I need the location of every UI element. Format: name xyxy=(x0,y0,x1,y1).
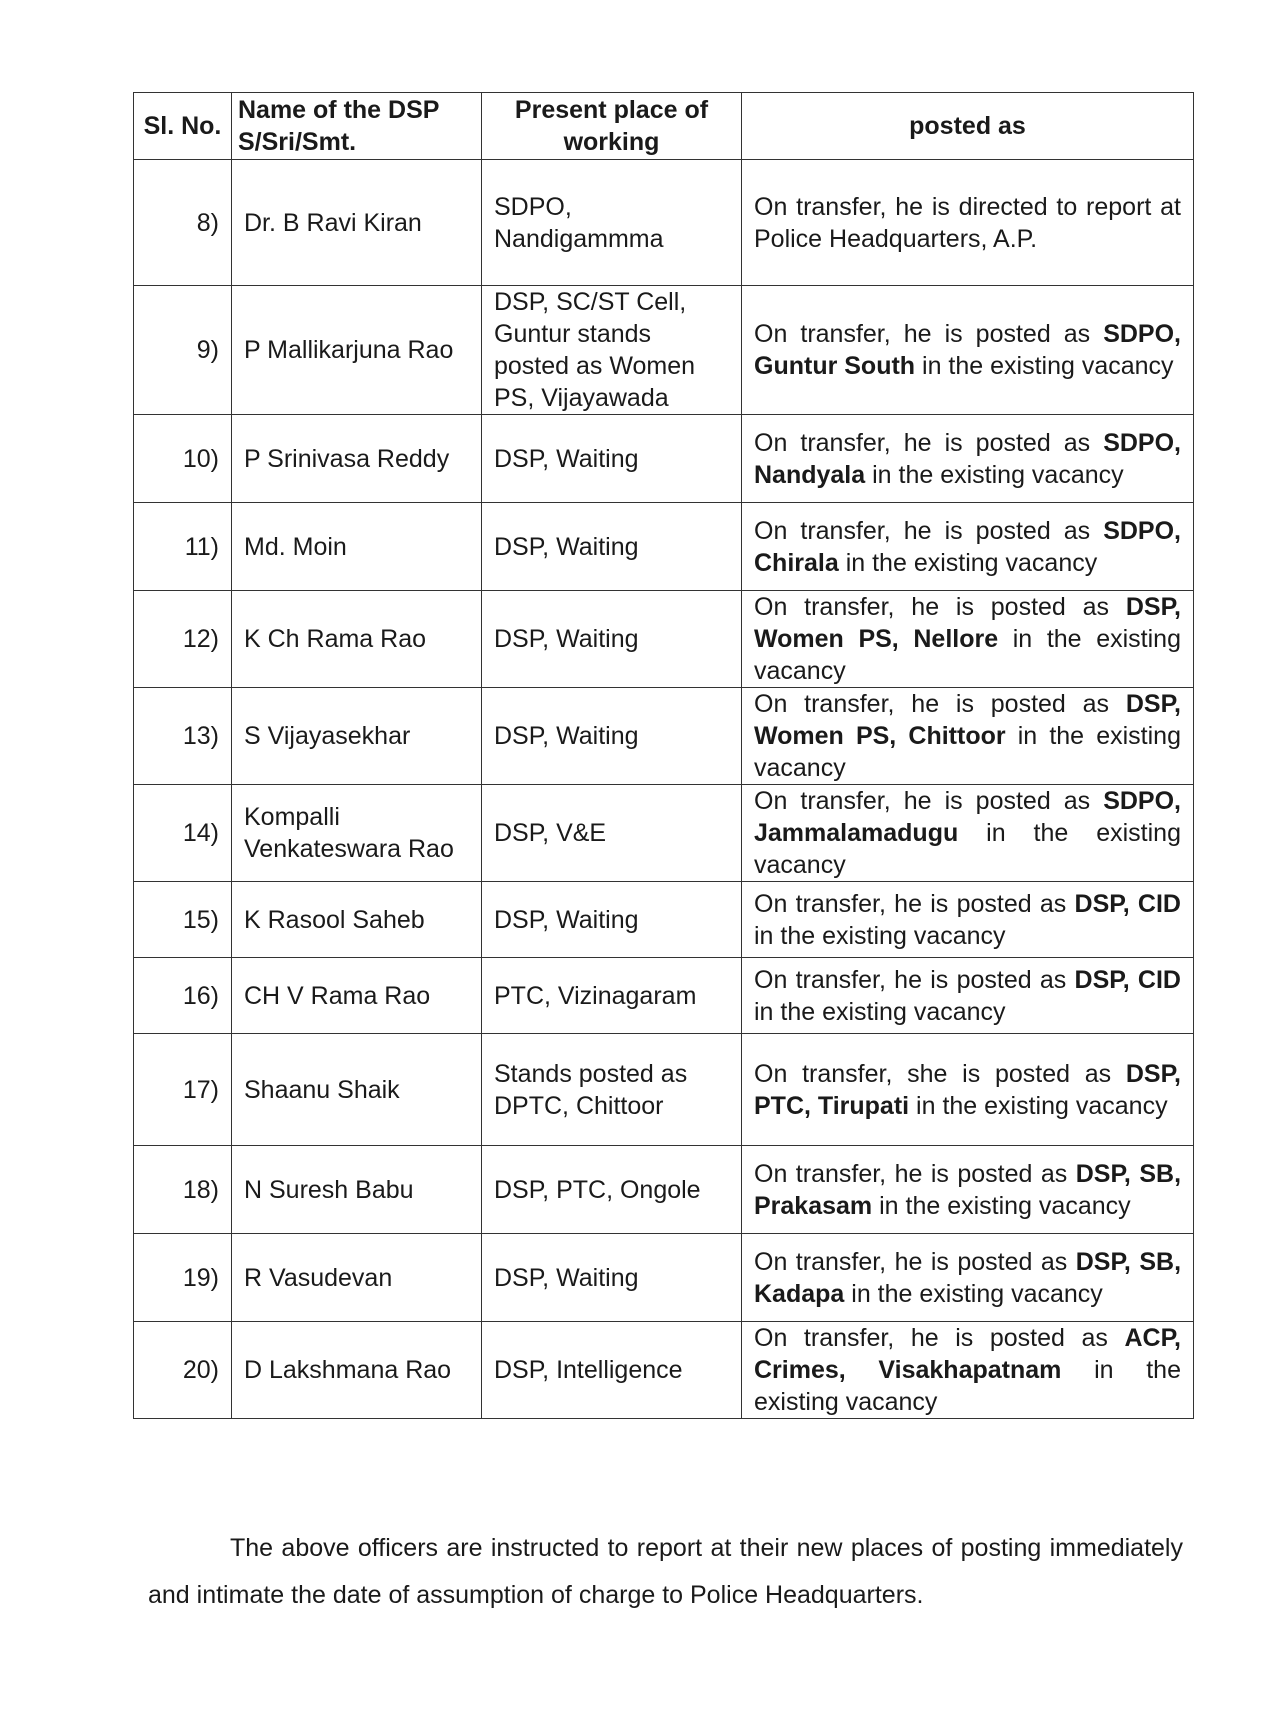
cell-sl-no: 16) xyxy=(134,958,232,1034)
cell-posted-as xyxy=(742,286,1194,415)
cell-officer-name: K Ch Rama Rao xyxy=(232,591,482,688)
table-row xyxy=(134,882,1194,958)
cell-posted-as xyxy=(742,1322,1194,1419)
posting-text: in the existing vacancy xyxy=(872,1191,1131,1220)
cell-officer-name: S Vijayasekhar xyxy=(232,688,482,785)
posting-location: DSP, CID xyxy=(1074,889,1181,918)
cell-sl-no: 12) xyxy=(134,591,232,688)
cell-officer-name: R Vasudevan xyxy=(232,1234,482,1322)
cell-sl-no: 11) xyxy=(134,503,232,591)
header-posted-as: posted as xyxy=(742,93,1194,160)
cell-officer-name: Shaanu Shaik xyxy=(232,1034,482,1146)
posting-text: in the existing vacancy xyxy=(838,548,1098,577)
posting-location: SDPO, Chirala xyxy=(754,516,1181,577)
posting-text: in the existing vacancy xyxy=(754,1356,1181,1416)
table-row xyxy=(134,958,1194,1034)
cell-present-place: DSP, Intelligence xyxy=(482,1322,742,1419)
cell-posted-as xyxy=(742,415,1194,503)
cell-posted-as xyxy=(742,1146,1194,1234)
table-row xyxy=(134,503,1194,591)
table-row xyxy=(134,688,1194,785)
header-sl-no: Sl. No. xyxy=(134,93,232,160)
posting-text: in the existing vacancy xyxy=(865,460,1124,489)
cell-present-place: DSP, PTC, Ongole xyxy=(482,1146,742,1234)
transfer-table xyxy=(133,92,1194,1419)
cell-present-place: DSP, Waiting xyxy=(482,503,742,591)
cell-sl-no: 10) xyxy=(134,415,232,503)
posting-text: On transfer, he is posted as xyxy=(754,690,1126,718)
posting-location: DSP, SB, Kadapa xyxy=(754,1247,1182,1308)
cell-sl-no: 9) xyxy=(134,286,232,415)
posting-location: DSP, PTC, Tirupati xyxy=(754,1059,1181,1120)
table-row xyxy=(134,591,1194,688)
cell-sl-no: 17) xyxy=(134,1034,232,1146)
posting-location: DSP, CID xyxy=(1074,965,1181,994)
table-row xyxy=(134,785,1194,882)
cell-posted-as xyxy=(742,688,1194,785)
cell-present-place: DSP, Waiting xyxy=(482,415,742,503)
table-row xyxy=(134,415,1194,503)
cell-posted-as xyxy=(742,882,1194,958)
posting-text: in the existing vacancy xyxy=(844,1279,1103,1308)
posting-text: in the existing vacancy xyxy=(915,352,1174,380)
cell-sl-no: 15) xyxy=(134,882,232,958)
table-row xyxy=(134,1146,1194,1234)
posting-text: On transfer, he is posted as xyxy=(754,428,1104,457)
posting-text: On transfer, he is posted as xyxy=(754,1159,1076,1188)
cell-officer-name: Kompalli Venkateswara Rao xyxy=(232,785,482,882)
posting-text: in the existing vacancy xyxy=(754,722,1181,782)
cell-posted-as xyxy=(742,785,1194,882)
cell-sl-no: 19) xyxy=(134,1234,232,1322)
posting-text: in the existing vacancy xyxy=(754,625,1181,685)
posting-text: On transfer, he is posted as xyxy=(754,593,1126,621)
cell-officer-name: CH V Rama Rao xyxy=(232,958,482,1034)
cell-sl-no: 8) xyxy=(134,160,232,286)
cell-present-place: DSP, V&E xyxy=(482,785,742,882)
cell-present-place: DSP, Waiting xyxy=(482,1234,742,1322)
posting-location: DSP, Women PS, Chittoor xyxy=(754,690,1181,750)
cell-sl-no: 13) xyxy=(134,688,232,785)
cell-sl-no: 14) xyxy=(134,785,232,882)
posting-location: ACP, Crimes, Visakhapatnam xyxy=(754,1324,1181,1384)
cell-posted-as xyxy=(742,1234,1194,1322)
header-name: Name of the DSP S/Sri/Smt. xyxy=(232,93,482,160)
posting-location: SDPO, Jammalamadugu xyxy=(754,787,1181,847)
posting-text: On transfer, he is posted as xyxy=(754,516,1104,545)
footer-instruction: The above officers are instructed to report at their new places of posting immediately and intimate the date of assumption of charge to Police Headquarters. xyxy=(148,1534,1183,1609)
cell-present-place: DSP, Waiting xyxy=(482,882,742,958)
posting-text: in the existing vacancy xyxy=(909,1091,1168,1120)
posting-text: On transfer, she is posted as xyxy=(754,1059,1126,1088)
table-row xyxy=(134,1034,1194,1146)
posting-location: DSP, SB, Prakasam xyxy=(754,1159,1182,1220)
cell-officer-name: Md. Moin xyxy=(232,503,482,591)
cell-officer-name: Dr. B Ravi Kiran xyxy=(232,160,482,286)
header-present-place: Present place of working xyxy=(482,93,742,160)
posting-location: SDPO, Nandyala xyxy=(754,428,1181,489)
posting-text: On transfer, he is directed to report at Police Headquarters, A.P. xyxy=(754,192,1181,253)
posting-text: On transfer, he is posted as xyxy=(754,965,1075,994)
cell-officer-name: N Suresh Babu xyxy=(232,1146,482,1234)
table-row xyxy=(134,160,1194,286)
cell-posted-as xyxy=(742,591,1194,688)
posting-text: On transfer, he is posted as xyxy=(754,1247,1076,1276)
cell-sl-no: 20) xyxy=(134,1322,232,1419)
cell-present-place: PTC, Vizinagaram xyxy=(482,958,742,1034)
cell-officer-name: P Srinivasa Reddy xyxy=(232,415,482,503)
table-row xyxy=(134,1234,1194,1322)
posting-text: On transfer, he is posted as xyxy=(754,889,1075,918)
table-header-row xyxy=(134,93,1194,160)
posting-location: SDPO, Guntur South xyxy=(754,320,1181,380)
posting-text: On transfer, he is posted as xyxy=(754,1324,1125,1352)
table-row xyxy=(134,286,1194,415)
posting-text: in the existing vacancy xyxy=(754,921,1006,950)
cell-officer-name: P Mallikarjuna Rao xyxy=(232,286,482,415)
cell-present-place: Stands posted as DPTC, Chittoor xyxy=(482,1034,742,1146)
posting-location: DSP, Women PS, Nellore xyxy=(754,593,1181,653)
posting-text: in the existing vacancy xyxy=(754,819,1181,879)
posting-text: On transfer, he is posted as xyxy=(754,320,1104,348)
posting-text: On transfer, he is posted as xyxy=(754,787,1104,815)
cell-officer-name: K Rasool Saheb xyxy=(232,882,482,958)
cell-present-place: DSP, Waiting xyxy=(482,688,742,785)
cell-sl-no: 18) xyxy=(134,1146,232,1234)
cell-officer-name: D Lakshmana Rao xyxy=(232,1322,482,1419)
cell-posted-as xyxy=(742,958,1194,1034)
cell-present-place: DSP, SC/ST Cell, Guntur stands posted as Women PS, Vijayawada xyxy=(482,286,742,415)
cell-posted-as xyxy=(742,1034,1194,1146)
cell-posted-as xyxy=(742,503,1194,591)
cell-posted-as xyxy=(742,160,1194,286)
cell-present-place: DSP, Waiting xyxy=(482,591,742,688)
cell-present-place: SDPO, Nandigammma xyxy=(482,160,742,286)
table-row xyxy=(134,1322,1194,1419)
posting-text: in the existing vacancy xyxy=(754,997,1006,1026)
